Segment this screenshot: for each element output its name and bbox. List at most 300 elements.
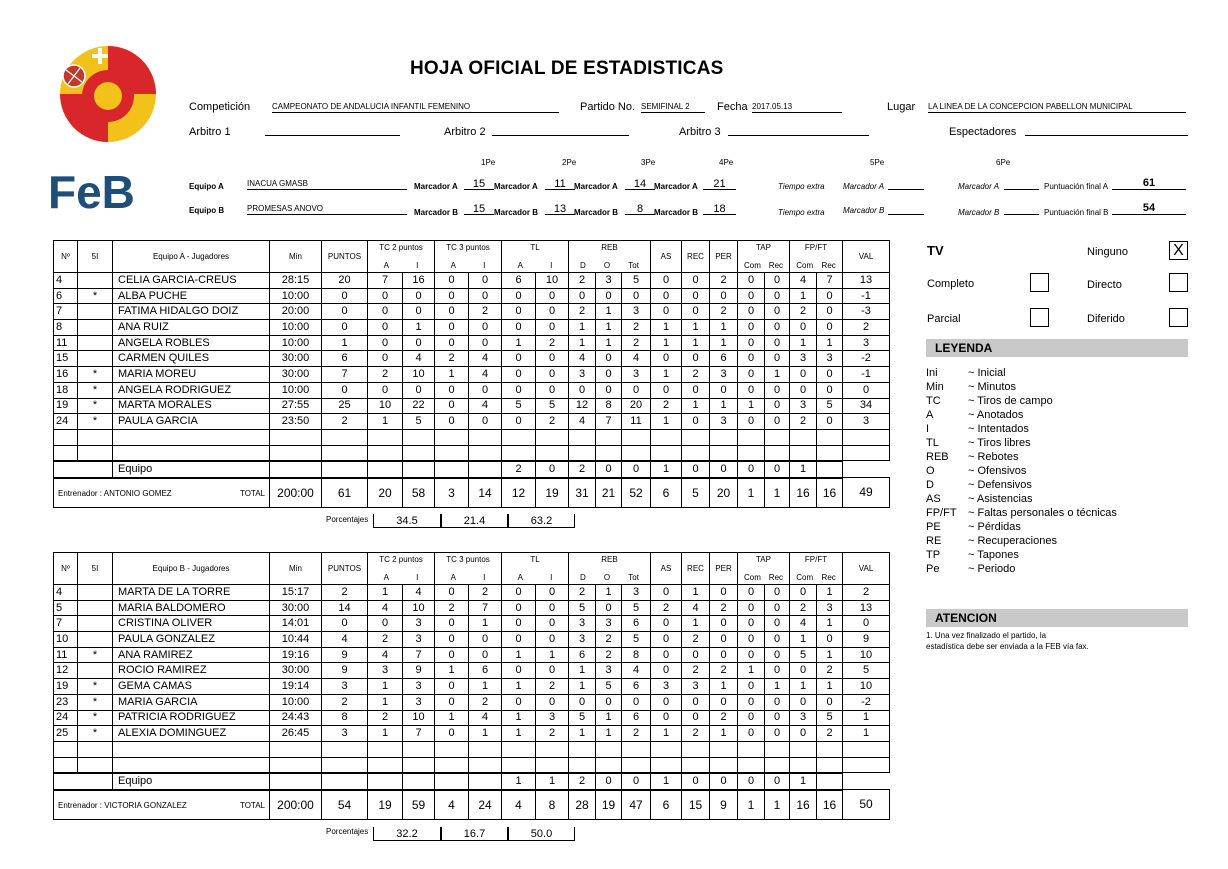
header-per: PER bbox=[710, 241, 738, 273]
table-cell: 0 bbox=[790, 585, 817, 601]
header-tc3-label: TC 3 puntos bbox=[446, 243, 490, 252]
table-cell: 0 bbox=[817, 367, 843, 383]
table-cell: 0 bbox=[738, 694, 765, 710]
total-cell: 12 bbox=[502, 478, 536, 508]
table-cell: 1 bbox=[843, 710, 890, 726]
stats-table bbox=[53, 240, 890, 508]
table-cell: 2 bbox=[569, 273, 596, 289]
table-cell: 0 bbox=[596, 288, 622, 304]
header-tl-label: TL bbox=[530, 243, 540, 252]
legend-abbrev: TP bbox=[926, 549, 941, 561]
puntuacion-final-b-label: Puntuación final B bbox=[1044, 208, 1109, 217]
table-cell: 2 bbox=[622, 726, 651, 742]
table-cell: 5 bbox=[596, 679, 622, 695]
table-cell: 0 bbox=[536, 600, 569, 616]
total-cell: 47 bbox=[622, 790, 651, 820]
table-cell bbox=[78, 445, 113, 461]
header-sub-label: D bbox=[580, 261, 586, 270]
table-cell bbox=[403, 445, 435, 461]
table-cell: 2 bbox=[322, 694, 368, 710]
table-cell: 0 bbox=[765, 335, 790, 351]
table-cell bbox=[403, 773, 435, 790]
table-cell: 5 bbox=[569, 600, 596, 616]
table-cell: 3 bbox=[403, 632, 435, 648]
table-cell: 2 bbox=[651, 398, 682, 414]
player-name: PAULA GONZALEZ bbox=[113, 632, 270, 648]
arbitro1-line bbox=[265, 135, 400, 136]
table-cell: 0 bbox=[710, 461, 738, 478]
table-cell: 0 bbox=[368, 304, 403, 320]
table-cell: 10:44 bbox=[270, 632, 322, 648]
table-cell: 0 bbox=[765, 414, 790, 430]
table-cell: 0 bbox=[502, 663, 536, 679]
table-cell: 0 bbox=[368, 335, 403, 351]
table-cell: 0 bbox=[765, 304, 790, 320]
competicion-value: CAMPEONATO DE ANDALUCIA INFANTIL FEMENINO bbox=[272, 101, 559, 113]
final-score-a: 61 bbox=[1112, 177, 1186, 190]
table-cell: -3 bbox=[843, 304, 890, 320]
table-cell bbox=[651, 741, 682, 757]
table-cell: 1 bbox=[651, 335, 682, 351]
table-cell: 0 bbox=[322, 288, 368, 304]
marcador-label: Marcador A bbox=[574, 182, 618, 191]
legend-meaning: ~ Periodo bbox=[968, 563, 1016, 575]
table-cell: 0 bbox=[435, 647, 469, 663]
table-cell bbox=[569, 429, 596, 445]
arbitro2-label: Arbitro 2 bbox=[444, 126, 486, 138]
table-cell: 30:00 bbox=[270, 351, 322, 367]
table-cell: 0 bbox=[710, 382, 738, 398]
table-cell: 1 bbox=[710, 679, 738, 695]
player-name: FATIMA HIDALGO DOIZ bbox=[113, 304, 270, 320]
header-sub-label: A bbox=[450, 261, 456, 270]
table-cell: 0 bbox=[322, 382, 368, 398]
header-reb-label: REB bbox=[601, 555, 618, 564]
total-cell: 20 bbox=[710, 478, 738, 508]
table-cell: 1 bbox=[596, 304, 622, 320]
table-cell bbox=[502, 429, 536, 445]
table-cell: 6 bbox=[622, 616, 651, 632]
header-puntos: PUNTOS bbox=[322, 241, 368, 273]
table-cell: 2 bbox=[817, 663, 843, 679]
table-cell bbox=[368, 445, 403, 461]
table-cell bbox=[738, 445, 765, 461]
table-cell: * bbox=[78, 382, 113, 398]
table-cell: 0 bbox=[710, 616, 738, 632]
tv-option-ninguno: Ninguno bbox=[1087, 246, 1128, 258]
player-number: 7 bbox=[54, 616, 78, 632]
competicion-label: Competición bbox=[189, 101, 251, 113]
table-cell: 10:00 bbox=[270, 288, 322, 304]
table-cell bbox=[368, 461, 403, 478]
legend-meaning: ~ Inicial bbox=[968, 367, 1006, 379]
player-number: 16 bbox=[54, 367, 78, 383]
legend-meaning: ~ Anotados bbox=[968, 409, 1024, 421]
table-cell: 3 bbox=[403, 616, 435, 632]
table-cell: 2 bbox=[435, 600, 469, 616]
marcador-label: Marcador A bbox=[958, 182, 1000, 191]
header-sub-label: I bbox=[550, 573, 553, 582]
table-cell bbox=[469, 757, 502, 773]
percentages-a bbox=[326, 515, 368, 524]
header-tc2-label: TC 2 puntos bbox=[379, 243, 423, 252]
table-cell bbox=[790, 445, 817, 461]
player-name: ANA RAMIREZ bbox=[113, 647, 270, 663]
table-cell: 4 bbox=[569, 414, 596, 430]
team-label: Equipo bbox=[113, 461, 270, 478]
table-cell bbox=[435, 773, 469, 790]
table-cell bbox=[651, 429, 682, 445]
table-cell: 0 bbox=[403, 288, 435, 304]
tv-diferido-checkbox[interactable] bbox=[1169, 308, 1188, 327]
table-cell: 30:00 bbox=[270, 367, 322, 383]
table-cell: 0 bbox=[435, 335, 469, 351]
table-cell: 0 bbox=[536, 585, 569, 601]
table-cell: 0 bbox=[817, 414, 843, 430]
table-cell: 0 bbox=[435, 304, 469, 320]
table-cell bbox=[651, 445, 682, 461]
total-cell: 4 bbox=[502, 790, 536, 820]
table-cell: 1 bbox=[569, 335, 596, 351]
table-cell: 0 bbox=[765, 320, 790, 336]
table-cell bbox=[368, 741, 403, 757]
table-cell: 0 bbox=[469, 335, 502, 351]
table-cell bbox=[322, 429, 368, 445]
header-tc2-label: TC 2 puntos bbox=[379, 555, 423, 564]
table-cell: 2 bbox=[682, 632, 710, 648]
header-fp-label: FP/FT bbox=[804, 243, 828, 252]
table-cell: 1 bbox=[790, 773, 817, 790]
table-cell bbox=[569, 445, 596, 461]
table-cell: 1 bbox=[651, 461, 682, 478]
table-cell: 0 bbox=[765, 726, 790, 742]
table-cell: 0 bbox=[502, 616, 536, 632]
score-a-p1: 15 bbox=[464, 178, 494, 190]
table-cell: 0 bbox=[569, 382, 596, 398]
table-cell: 0 bbox=[596, 382, 622, 398]
table-cell: 1 bbox=[710, 320, 738, 336]
table-cell: 1 bbox=[322, 335, 368, 351]
table-cell: 2 bbox=[569, 461, 596, 478]
table-cell bbox=[738, 741, 765, 757]
table-cell: 1 bbox=[596, 710, 622, 726]
table-cell: 0 bbox=[817, 288, 843, 304]
table-cell: 0 bbox=[765, 351, 790, 367]
table-cell: 2 bbox=[710, 600, 738, 616]
table-cell: 10:00 bbox=[270, 335, 322, 351]
table-cell bbox=[403, 741, 435, 757]
table-cell bbox=[54, 461, 113, 478]
legend-meaning: ~ Tiros de campo bbox=[968, 395, 1053, 407]
empty-row bbox=[54, 741, 890, 757]
table-cell: 1 bbox=[502, 335, 536, 351]
table-cell: 15:17 bbox=[270, 585, 322, 601]
header-sub-label: I bbox=[550, 261, 553, 270]
table-cell: 0 bbox=[738, 288, 765, 304]
table-cell: 0 bbox=[738, 726, 765, 742]
table-cell: 0 bbox=[469, 647, 502, 663]
table-cell: 1 bbox=[536, 647, 569, 663]
player-number: 7 bbox=[54, 304, 78, 320]
table-cell: 10:00 bbox=[270, 320, 322, 336]
table-cell bbox=[78, 616, 113, 632]
header-number: Nº bbox=[54, 553, 78, 585]
total-cell: 49 bbox=[843, 478, 890, 508]
table-cell bbox=[596, 741, 622, 757]
table-cell: 4 bbox=[569, 351, 596, 367]
legend-abbrev: D bbox=[926, 479, 934, 491]
table-cell: 5 bbox=[817, 398, 843, 414]
table-cell bbox=[765, 741, 790, 757]
table-cell: 0 bbox=[682, 694, 710, 710]
table-cell: -1 bbox=[843, 367, 890, 383]
table-cell: 0 bbox=[651, 694, 682, 710]
table-cell bbox=[78, 304, 113, 320]
team-row bbox=[54, 773, 890, 790]
table-cell bbox=[536, 429, 569, 445]
table-cell: 4 bbox=[469, 710, 502, 726]
total-cell: 6 bbox=[651, 790, 682, 820]
table-cell bbox=[682, 429, 710, 445]
tv-completo-checkbox[interactable] bbox=[1030, 273, 1049, 292]
legend-abbrev: Pe bbox=[926, 563, 940, 575]
table-cell: 3 bbox=[622, 585, 651, 601]
header-tap-label: TAP bbox=[756, 555, 771, 564]
table-cell: 2 bbox=[536, 335, 569, 351]
table-cell: 0 bbox=[596, 600, 622, 616]
table-cell: 0 bbox=[469, 382, 502, 398]
legend-meaning: ~ Asistencias bbox=[968, 493, 1033, 505]
header-fp bbox=[790, 553, 843, 585]
player-name: MARIA GARCIA bbox=[113, 694, 270, 710]
tv-option-diferido: Diferido bbox=[1087, 313, 1125, 325]
table-cell: 4 bbox=[322, 632, 368, 648]
table-cell bbox=[622, 445, 651, 461]
total-cell: 52 bbox=[622, 478, 651, 508]
table-cell: 0 bbox=[651, 632, 682, 648]
table-cell bbox=[817, 741, 843, 757]
header-sub-label: O bbox=[603, 261, 611, 270]
header-reb-label: REB bbox=[601, 243, 618, 252]
table-cell: 26:45 bbox=[270, 726, 322, 742]
table-cell: 0 bbox=[651, 382, 682, 398]
player-name: MARTA MORALES bbox=[113, 398, 270, 414]
table-cell: 0 bbox=[765, 663, 790, 679]
table-cell bbox=[270, 741, 322, 757]
table-cell: 2 bbox=[536, 679, 569, 695]
table-cell: 0 bbox=[738, 710, 765, 726]
table-cell: 0 bbox=[596, 773, 622, 790]
table-cell: 3 bbox=[403, 694, 435, 710]
table-cell: 10 bbox=[536, 273, 569, 289]
header-sub-label: Rec bbox=[768, 261, 784, 270]
table-cell: 1 bbox=[682, 320, 710, 336]
table-cell: * bbox=[78, 288, 113, 304]
table-cell: 0 bbox=[569, 694, 596, 710]
header-min: Min bbox=[270, 553, 322, 585]
empty-row bbox=[54, 757, 890, 773]
header-tc2 bbox=[368, 553, 435, 585]
table-cell: 1 bbox=[368, 694, 403, 710]
player-number: 19 bbox=[54, 398, 78, 414]
tv-parcial-checkbox[interactable] bbox=[1030, 308, 1049, 327]
tv-option-completo: Completo bbox=[927, 278, 975, 290]
table-cell: 4 bbox=[368, 600, 403, 616]
table-cell: 1 bbox=[368, 585, 403, 601]
total-cell: 1 bbox=[765, 478, 790, 508]
table-cell: 0 bbox=[502, 367, 536, 383]
table-cell: 0 bbox=[765, 647, 790, 663]
table-cell: 3 bbox=[322, 726, 368, 742]
stats-table bbox=[53, 552, 890, 820]
legend-abbrev: RE bbox=[926, 535, 942, 547]
ot-line bbox=[1004, 214, 1039, 215]
table-cell: 1 bbox=[368, 726, 403, 742]
marcador-label: Marcador A bbox=[414, 182, 458, 191]
table-cell: 1 bbox=[710, 335, 738, 351]
table-cell: 8 bbox=[322, 710, 368, 726]
table-cell: 1 bbox=[469, 679, 502, 695]
table-cell: 0 bbox=[651, 616, 682, 632]
arbitro3-line bbox=[728, 135, 869, 136]
tv-option-directo: Directo bbox=[1087, 279, 1122, 291]
table-cell: 4 bbox=[790, 616, 817, 632]
header-number: Nº bbox=[54, 241, 78, 273]
table-cell: 6 bbox=[502, 273, 536, 289]
table-cell: 0 bbox=[790, 367, 817, 383]
table-cell: 0 bbox=[469, 632, 502, 648]
player-name: ALEXIA DOMINGUEZ bbox=[113, 726, 270, 742]
table-cell bbox=[817, 461, 843, 478]
table-cell: 0 bbox=[651, 304, 682, 320]
table-cell: 0 bbox=[435, 414, 469, 430]
table-cell: 9 bbox=[403, 663, 435, 679]
table-cell: 1 bbox=[596, 585, 622, 601]
total-cell: 50 bbox=[843, 790, 890, 820]
table-cell: 6 bbox=[569, 647, 596, 663]
pct-b-tc2: 32.2 bbox=[373, 827, 441, 841]
table-cell: 0 bbox=[536, 351, 569, 367]
atencion-line-2: estadística debe ser enviada a la FEB vía fax. bbox=[926, 642, 1089, 651]
header-fp-label: FP/FT bbox=[804, 555, 828, 564]
fecha-value: 2017.05.13 bbox=[752, 101, 842, 113]
score-b-p3: 8 bbox=[625, 203, 655, 215]
table-cell bbox=[78, 320, 113, 336]
total-cell: 4 bbox=[435, 790, 469, 820]
table-cell bbox=[322, 773, 368, 790]
tv-ninguno-checkbox[interactable]: X bbox=[1169, 241, 1188, 260]
total-cell: 1 bbox=[738, 478, 765, 508]
table-cell: 7 bbox=[596, 414, 622, 430]
header-sub-label: Rec bbox=[821, 261, 836, 270]
partido-label: Partido No. bbox=[580, 101, 636, 113]
legend-meaning: ~ Recuperaciones bbox=[968, 535, 1057, 547]
table-cell bbox=[738, 757, 765, 773]
player-name: MARTA DE LA TORRE bbox=[113, 585, 270, 601]
score-a-p2: 11 bbox=[545, 178, 575, 190]
table-cell bbox=[469, 445, 502, 461]
table-cell bbox=[765, 445, 790, 461]
table-cell: 4 bbox=[622, 663, 651, 679]
table-cell: 2 bbox=[710, 710, 738, 726]
player-number: 24 bbox=[54, 414, 78, 430]
espectadores-label: Espectadores bbox=[949, 126, 1017, 138]
total-cell: 59 bbox=[403, 790, 435, 820]
table-cell: 0 bbox=[368, 288, 403, 304]
table-cell: 0 bbox=[738, 461, 765, 478]
header-sub-label: A bbox=[517, 261, 523, 270]
marcador-label: Marcador B bbox=[843, 206, 885, 215]
table-cell: 1 bbox=[651, 320, 682, 336]
table-cell: 14 bbox=[322, 600, 368, 616]
header-sub-label: Com bbox=[743, 261, 761, 270]
total-cell: 14 bbox=[469, 478, 502, 508]
table-cell: 0 bbox=[502, 414, 536, 430]
table-cell: 0 bbox=[738, 304, 765, 320]
table-cell: 0 bbox=[765, 773, 790, 790]
header-tc3 bbox=[435, 553, 502, 585]
table-cell: 3 bbox=[368, 663, 403, 679]
legend-abbrev: Min bbox=[926, 381, 944, 393]
header-sub-label: Com bbox=[743, 573, 761, 582]
table-cell: -2 bbox=[843, 351, 890, 367]
table-cell bbox=[113, 757, 270, 773]
table-cell bbox=[78, 600, 113, 616]
table-cell: 1 bbox=[469, 616, 502, 632]
table-cell: 1 bbox=[710, 726, 738, 742]
player-name: ALBA PUCHE bbox=[113, 288, 270, 304]
table-cell: 1 bbox=[682, 335, 710, 351]
lugar-label: Lugar bbox=[887, 101, 916, 113]
table-cell bbox=[710, 429, 738, 445]
legend-abbrev: PE bbox=[926, 521, 941, 533]
player-number: 8 bbox=[54, 320, 78, 336]
header-sub-label: Com bbox=[796, 573, 814, 582]
total-cell: 61 bbox=[322, 478, 368, 508]
legend-abbrev: REB bbox=[926, 451, 949, 463]
legend-meaning: ~ Rebotes bbox=[968, 451, 1019, 463]
coach-name: Entrenador : ANTONIO GOMEZ bbox=[58, 488, 172, 498]
table-cell: 3 bbox=[843, 414, 890, 430]
table-cell: 2 bbox=[682, 726, 710, 742]
table-cell: 2 bbox=[790, 414, 817, 430]
table-cell: * bbox=[78, 367, 113, 383]
table-cell: 0 bbox=[682, 351, 710, 367]
header-rec: REC bbox=[682, 241, 710, 273]
table-cell: 0 bbox=[368, 382, 403, 398]
marcador-label: Marcador A bbox=[494, 182, 538, 191]
puntuacion-final-a-label: Puntuación final A bbox=[1044, 182, 1109, 191]
table-cell bbox=[502, 741, 536, 757]
period-label: 4Pe bbox=[719, 158, 734, 167]
tv-directo-checkbox[interactable] bbox=[1169, 273, 1188, 292]
table-cell: 1 bbox=[651, 726, 682, 742]
table-cell: 0 bbox=[738, 616, 765, 632]
header-team-players: Equipo B - Jugadores bbox=[113, 553, 270, 585]
table-cell: 0 bbox=[738, 367, 765, 383]
table-cell bbox=[113, 429, 270, 445]
percentages-label: Porcentajes bbox=[326, 515, 369, 524]
table-row bbox=[54, 320, 890, 336]
table-cell: 30:00 bbox=[270, 663, 322, 679]
table-cell: * bbox=[78, 414, 113, 430]
header-sub-label: D bbox=[580, 573, 586, 582]
table-cell: 0 bbox=[738, 320, 765, 336]
table-cell: 9 bbox=[843, 632, 890, 648]
table-cell bbox=[78, 741, 113, 757]
table-cell bbox=[368, 773, 403, 790]
table-cell: 0 bbox=[596, 461, 622, 478]
